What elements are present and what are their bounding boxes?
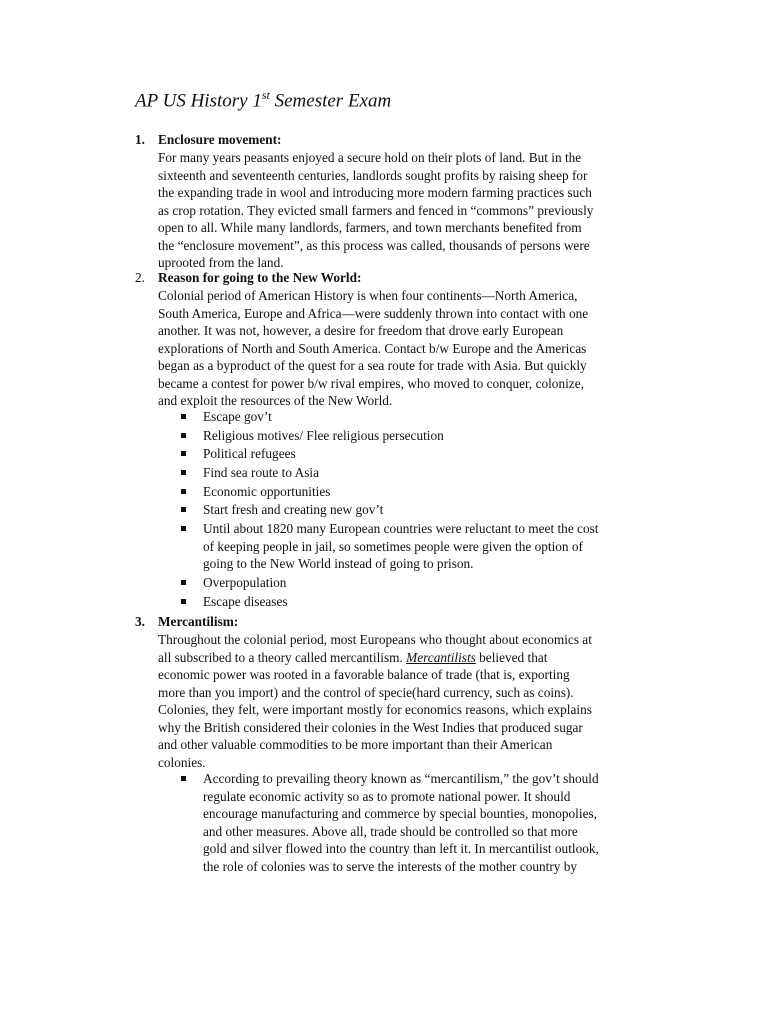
body-line: the expanding trade in wool and introducing more modern farming practices such xyxy=(158,185,592,200)
square-bullet-icon xyxy=(181,580,186,585)
square-bullet-icon xyxy=(181,470,186,475)
square-bullet-icon xyxy=(181,433,186,438)
square-bullet-icon xyxy=(181,526,186,531)
document-title: AP US History 1st Semester Exam xyxy=(135,88,392,112)
square-bullet-icon xyxy=(181,451,186,456)
body-line: explorations of North and South America. Contact b/w Europe and the Americas xyxy=(158,340,587,356)
list-item: Find sea route to Asia xyxy=(181,464,598,482)
body-line: economic power was rooted in a favorable balance of trade (that is, exporting xyxy=(158,667,570,682)
body-line: and exploit the resources of the New World. xyxy=(158,393,393,408)
square-bullet-icon xyxy=(181,414,186,419)
section-body xyxy=(158,631,592,771)
body-line: open to all. While many landlords, farmers, and town merchants benefited from xyxy=(158,220,582,235)
body-line: began as a byproduct of the quest for a sea route for trade with Asia. But quickly xyxy=(158,358,587,373)
body-line: Colonial period of American History is when four continents—North America, xyxy=(158,288,578,303)
body-line: another. It was not, however, a desire for freedom that drove early European xyxy=(158,323,564,338)
list-item: Escape gov’t xyxy=(181,408,598,426)
section-number: 2. xyxy=(135,270,145,285)
section-number: 1. xyxy=(135,132,145,147)
body-line: uprooted from the land. xyxy=(158,255,284,270)
section-heading: Mercantilism: xyxy=(158,614,239,629)
body-line: became a contest for power b/w rival empires, who moved to conquer, colonize, xyxy=(158,375,584,391)
list-item: According to prevailing theory known as “mercantilism,” the gov’t should regulate economic activity so as to promote national power. It should encourage manufacturing and commerce by special bounties, monopolies, and other measures. Above all, trade should be controlled so that more gold and silver flowed into the country than left it. In mercantilist outlook, the role of colonies was to serve the interests of the mother country by xyxy=(181,770,599,875)
body-line: sixteenth and seventeenth centuries, landlords sought profits by raising sheep for xyxy=(158,167,588,183)
body-line: the “enclosure movement”, as this process was called, thousands of persons were xyxy=(158,237,590,253)
square-bullet-icon xyxy=(181,489,186,494)
body-line: as crop rotation. They evicted small farmers and fenced in “commons” previously xyxy=(158,202,594,218)
section-body xyxy=(158,149,593,272)
body-line: colonies. xyxy=(158,754,206,770)
list-item: Escape diseases xyxy=(181,593,598,611)
list-item: Political refugees xyxy=(181,445,598,463)
square-bullet-icon xyxy=(181,599,186,604)
bullet-list xyxy=(181,770,599,875)
mercantilists-link[interactable]: Mercantilists xyxy=(406,649,476,665)
list-item: Until about 1820 many European countries were reluctant to meet the cost of keeping people in jail, so sometimes people were given the option of going to the New World instead of going to prison. xyxy=(181,520,598,573)
section-heading: Enclosure movement: xyxy=(158,132,282,147)
section-heading: Reason for going to the New World: xyxy=(158,270,362,285)
square-bullet-icon xyxy=(181,507,186,512)
section-number: 3. xyxy=(135,614,145,629)
bullet-list xyxy=(181,408,598,611)
body-line: Colonies, they felt, were important mostly for economics reasons, which explains xyxy=(158,702,592,717)
body-line: more than you import) and the control of specie(hard currency, such as coins). xyxy=(158,684,574,700)
body-line: South America, Europe and Africa—were suddenly thrown into contact with one xyxy=(158,305,589,321)
list-item: Start fresh and creating new gov’t xyxy=(181,501,598,519)
section-body xyxy=(158,287,588,410)
body-line: and other valuable commodities to be more important than their American xyxy=(158,737,553,752)
list-item: Overpopulation xyxy=(181,574,598,592)
body-line: why the British considered their colonies in the West Indies that produced sugar xyxy=(158,719,583,735)
body-line: Throughout the colonial period, most Europeans who thought about economics at xyxy=(158,632,592,647)
body-line: For many years peasants enjoyed a secure hold on their plots of land. But in the xyxy=(158,150,582,165)
list-item: Religious motives/ Flee religious persecution xyxy=(181,427,598,445)
square-bullet-icon xyxy=(181,776,186,781)
body-line: all subscribed to a theory called mercantilism. Mercantilists believed that xyxy=(158,649,548,665)
list-item: Economic opportunities xyxy=(181,483,598,501)
